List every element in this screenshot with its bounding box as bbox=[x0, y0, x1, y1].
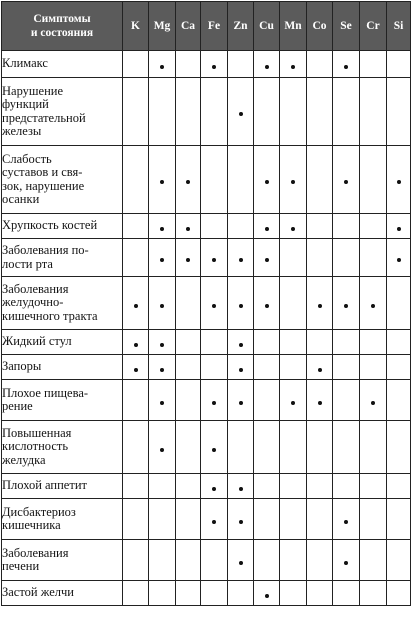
element-cell-k bbox=[123, 474, 149, 499]
element-cell-mn bbox=[280, 239, 307, 277]
presence-dot-icon bbox=[239, 401, 243, 405]
symptom-text-line: Повышенная bbox=[2, 425, 72, 440]
element-cell-cu bbox=[254, 51, 280, 78]
element-cell-mn bbox=[280, 214, 307, 239]
presence-dot-icon bbox=[239, 487, 243, 491]
element-cell-co bbox=[307, 51, 333, 78]
element-cell-co bbox=[307, 214, 333, 239]
presence-dot-icon bbox=[265, 258, 269, 262]
presence-dot-icon bbox=[265, 227, 269, 231]
presence-dot-icon bbox=[265, 180, 269, 184]
element-cell-si bbox=[387, 380, 411, 421]
element-cell-se bbox=[333, 51, 360, 78]
element-cell-se bbox=[333, 277, 360, 330]
element-cell-co bbox=[307, 78, 333, 146]
element-cell-co bbox=[307, 380, 333, 421]
symptom-text-line: лости рта bbox=[2, 256, 53, 271]
presence-dot-icon bbox=[397, 227, 401, 231]
symptom-text-line: рение bbox=[2, 399, 33, 413]
symptom-text-line: желудочно- bbox=[2, 295, 64, 310]
element-cell-cu bbox=[254, 581, 280, 606]
symptom-cell bbox=[2, 78, 123, 146]
table-row bbox=[2, 277, 411, 330]
element-cell-k bbox=[123, 51, 149, 78]
presence-dot-icon bbox=[291, 401, 295, 405]
element-cell-cr bbox=[360, 380, 387, 421]
symptom-text-line: кишечника bbox=[2, 518, 61, 532]
presence-dot-icon bbox=[318, 368, 322, 372]
element-cell-fe bbox=[201, 146, 228, 214]
presence-dot-icon bbox=[212, 258, 216, 262]
element-cell-ca bbox=[176, 499, 201, 540]
table-row bbox=[2, 421, 411, 474]
element-cell-mg bbox=[149, 51, 176, 78]
element-header-k: K bbox=[123, 2, 149, 51]
element-cell-cr bbox=[360, 277, 387, 330]
element-cell-se bbox=[333, 581, 360, 606]
presence-dot-icon bbox=[212, 401, 216, 405]
element-cell-cr bbox=[360, 146, 387, 214]
element-cell-mn bbox=[280, 277, 307, 330]
element-cell-zn bbox=[228, 146, 254, 214]
element-cell-si bbox=[387, 239, 411, 277]
element-cell-fe bbox=[201, 421, 228, 474]
presence-dot-icon bbox=[134, 304, 138, 308]
presence-dot-icon bbox=[344, 180, 348, 184]
element-cell-ca bbox=[176, 78, 201, 146]
element-cell-mg bbox=[149, 330, 176, 355]
element-cell-zn bbox=[228, 78, 254, 146]
presence-dot-icon bbox=[186, 227, 190, 231]
element-cell-se bbox=[333, 474, 360, 499]
element-header-mg: Mg bbox=[149, 2, 176, 51]
element-cell-zn bbox=[228, 474, 254, 499]
symptom-text-line: кислотность bbox=[2, 439, 69, 454]
element-cell-cr bbox=[360, 421, 387, 474]
element-cell-fe bbox=[201, 581, 228, 606]
element-cell-cu bbox=[254, 330, 280, 355]
element-cell-fe bbox=[201, 277, 228, 330]
table-row bbox=[2, 474, 411, 499]
element-cell-si bbox=[387, 581, 411, 606]
table-row bbox=[2, 146, 411, 214]
element-cell-mn bbox=[280, 78, 307, 146]
element-cell-mn bbox=[280, 421, 307, 474]
element-cell-zn bbox=[228, 355, 254, 380]
presence-dot-icon bbox=[397, 180, 401, 184]
element-cell-k bbox=[123, 540, 149, 581]
element-cell-mg bbox=[149, 277, 176, 330]
element-cell-se bbox=[333, 146, 360, 214]
element-cell-ca bbox=[176, 51, 201, 78]
element-cell-mg bbox=[149, 78, 176, 146]
element-cell-ca bbox=[176, 214, 201, 239]
symptom-text-line: Заболевания bbox=[2, 545, 69, 560]
presence-dot-icon bbox=[318, 401, 322, 405]
element-cell-se bbox=[333, 499, 360, 540]
presence-dot-icon bbox=[212, 487, 216, 491]
symptom-text-line: Заболевания по- bbox=[2, 243, 89, 257]
element-cell-si bbox=[387, 355, 411, 380]
table-row bbox=[2, 330, 411, 355]
element-cell-se bbox=[333, 421, 360, 474]
element-cell-si bbox=[387, 499, 411, 540]
symptom-header-line-1: Симптомы bbox=[33, 13, 91, 25]
element-cell-mn bbox=[280, 474, 307, 499]
element-cell-cu bbox=[254, 540, 280, 581]
element-cell-co bbox=[307, 540, 333, 581]
element-cell-ca bbox=[176, 277, 201, 330]
element-cell-co bbox=[307, 330, 333, 355]
table-row bbox=[2, 51, 411, 78]
element-cell-k bbox=[123, 330, 149, 355]
element-cell-si bbox=[387, 51, 411, 78]
element-cell-mn bbox=[280, 499, 307, 540]
element-cell-ca bbox=[176, 146, 201, 214]
element-header-si: Si bbox=[387, 2, 411, 51]
element-cell-si bbox=[387, 474, 411, 499]
element-cell-si bbox=[387, 78, 411, 146]
symptom-text-line: зок, нарушение bbox=[2, 178, 85, 193]
element-cell-se bbox=[333, 214, 360, 239]
presence-dot-icon bbox=[371, 401, 375, 405]
element-cell-ca bbox=[176, 540, 201, 581]
element-cell-k bbox=[123, 355, 149, 380]
symptom-column-header bbox=[2, 2, 123, 51]
presence-dot-icon bbox=[239, 112, 243, 116]
element-cell-fe bbox=[201, 51, 228, 78]
element-cell-ca bbox=[176, 474, 201, 499]
element-cell-co bbox=[307, 421, 333, 474]
element-cell-zn bbox=[228, 51, 254, 78]
presence-dot-icon bbox=[239, 304, 243, 308]
symptom-cell bbox=[2, 239, 123, 277]
presence-dot-icon bbox=[160, 180, 164, 184]
element-cell-zn bbox=[228, 540, 254, 581]
element-cell-ca bbox=[176, 421, 201, 474]
presence-dot-icon bbox=[186, 258, 190, 262]
presence-dot-icon bbox=[212, 520, 216, 524]
presence-dot-icon bbox=[265, 304, 269, 308]
element-cell-mg bbox=[149, 581, 176, 606]
presence-dot-icon bbox=[344, 520, 348, 524]
element-cell-k bbox=[123, 239, 149, 277]
element-cell-mn bbox=[280, 355, 307, 380]
symptom-cell bbox=[2, 499, 123, 540]
element-cell-cu bbox=[254, 474, 280, 499]
table-row bbox=[2, 540, 411, 581]
element-cell-fe bbox=[201, 239, 228, 277]
element-cell-cr bbox=[360, 239, 387, 277]
element-cell-cr bbox=[360, 499, 387, 540]
element-header-cu: Cu bbox=[254, 2, 280, 51]
element-cell-se bbox=[333, 330, 360, 355]
presence-dot-icon bbox=[397, 258, 401, 262]
presence-dot-icon bbox=[291, 65, 295, 69]
element-cell-mg bbox=[149, 239, 176, 277]
element-header-fe: Fe bbox=[201, 2, 228, 51]
symptom-text-line: Плохой аппетит bbox=[2, 478, 87, 493]
presence-dot-icon bbox=[212, 65, 216, 69]
element-cell-zn bbox=[228, 277, 254, 330]
symptom-cell bbox=[2, 355, 123, 380]
element-cell-co bbox=[307, 355, 333, 380]
element-cell-mn bbox=[280, 330, 307, 355]
presence-dot-icon bbox=[239, 368, 243, 372]
element-cell-mg bbox=[149, 355, 176, 380]
element-cell-si bbox=[387, 214, 411, 239]
element-cell-mg bbox=[149, 214, 176, 239]
element-cell-co bbox=[307, 277, 333, 330]
element-cell-zn bbox=[228, 499, 254, 540]
element-cell-mg bbox=[149, 474, 176, 499]
presence-dot-icon bbox=[160, 401, 164, 405]
symptom-text-line: Заболевания bbox=[2, 281, 69, 296]
symptom-header-line-2: и состояния bbox=[30, 27, 94, 39]
symptom-text-line: Жидкий стул bbox=[2, 334, 72, 349]
symptom-cell bbox=[2, 51, 123, 78]
element-cell-se bbox=[333, 380, 360, 421]
element-cell-mg bbox=[149, 499, 176, 540]
presence-dot-icon bbox=[160, 368, 164, 372]
element-cell-k bbox=[123, 214, 149, 239]
symptom-text-line: печени bbox=[2, 559, 40, 573]
element-cell-fe bbox=[201, 474, 228, 499]
element-header-mn: Mn bbox=[280, 2, 307, 51]
element-cell-cu bbox=[254, 421, 280, 474]
element-cell-ca bbox=[176, 330, 201, 355]
element-cell-ca bbox=[176, 239, 201, 277]
element-cell-si bbox=[387, 277, 411, 330]
presence-dot-icon bbox=[239, 520, 243, 524]
symptom-cell bbox=[2, 277, 123, 330]
symptom-cell bbox=[2, 581, 123, 606]
presence-dot-icon bbox=[160, 65, 164, 69]
presence-dot-icon bbox=[265, 65, 269, 69]
element-cell-zn bbox=[228, 421, 254, 474]
element-cell-co bbox=[307, 474, 333, 499]
element-cell-k bbox=[123, 277, 149, 330]
element-cell-cr bbox=[360, 330, 387, 355]
presence-dot-icon bbox=[265, 594, 269, 598]
element-cell-fe bbox=[201, 380, 228, 421]
presence-dot-icon bbox=[186, 180, 190, 184]
element-cell-fe bbox=[201, 355, 228, 380]
table-row bbox=[2, 355, 411, 380]
element-cell-cu bbox=[254, 239, 280, 277]
element-cell-cr bbox=[360, 78, 387, 146]
presence-dot-icon bbox=[160, 227, 164, 231]
symptom-text-line: осанки bbox=[2, 192, 40, 206]
presence-dot-icon bbox=[371, 304, 375, 308]
symptom-cell bbox=[2, 380, 123, 421]
element-cell-se bbox=[333, 540, 360, 581]
element-cell-se bbox=[333, 239, 360, 277]
element-cell-co bbox=[307, 146, 333, 214]
element-cell-co bbox=[307, 581, 333, 606]
presence-dot-icon bbox=[160, 258, 164, 262]
element-cell-cu bbox=[254, 277, 280, 330]
element-cell-k bbox=[123, 581, 149, 606]
table-row bbox=[2, 239, 411, 277]
presence-dot-icon bbox=[239, 258, 243, 262]
element-cell-cr bbox=[360, 540, 387, 581]
element-cell-cr bbox=[360, 355, 387, 380]
element-cell-ca bbox=[176, 581, 201, 606]
symptom-cell bbox=[2, 421, 123, 474]
element-cell-mn bbox=[280, 581, 307, 606]
symptom-element-table bbox=[1, 1, 411, 606]
element-header-ca: Ca bbox=[176, 2, 201, 51]
element-cell-zn bbox=[228, 330, 254, 355]
symptom-text-line: Запоры bbox=[2, 359, 42, 374]
element-cell-ca bbox=[176, 355, 201, 380]
symptom-text-line: Климакс bbox=[2, 56, 48, 71]
element-cell-cr bbox=[360, 581, 387, 606]
element-cell-si bbox=[387, 330, 411, 355]
element-header-zn: Zn bbox=[228, 2, 254, 51]
table-body bbox=[2, 51, 411, 606]
symptom-text-line: функций bbox=[2, 97, 49, 111]
symptom-cell bbox=[2, 214, 123, 239]
presence-dot-icon bbox=[344, 304, 348, 308]
symptom-text-line: предстательной bbox=[2, 110, 86, 125]
element-cell-mg bbox=[149, 146, 176, 214]
table-row bbox=[2, 581, 411, 606]
presence-dot-icon bbox=[239, 343, 243, 347]
element-cell-fe bbox=[201, 78, 228, 146]
presence-dot-icon bbox=[160, 343, 164, 347]
symptom-text-line: Плохое пищева- bbox=[2, 385, 89, 400]
symptom-text-line: железы bbox=[2, 124, 42, 138]
element-cell-zn bbox=[228, 581, 254, 606]
element-header-co: Co bbox=[307, 2, 333, 51]
table-row bbox=[2, 499, 411, 540]
presence-dot-icon bbox=[318, 304, 322, 308]
symptom-text-line: Хрупкость костей bbox=[2, 218, 98, 233]
symptom-text-line: Слабость bbox=[2, 151, 52, 166]
symptom-cell bbox=[2, 330, 123, 355]
presence-dot-icon bbox=[291, 180, 295, 184]
element-cell-cr bbox=[360, 51, 387, 78]
element-cell-mn bbox=[280, 146, 307, 214]
element-cell-mn bbox=[280, 540, 307, 581]
table-row bbox=[2, 78, 411, 146]
presence-dot-icon bbox=[212, 448, 216, 452]
table-row bbox=[2, 214, 411, 239]
symptom-text-line: желудка bbox=[2, 452, 46, 467]
element-cell-zn bbox=[228, 239, 254, 277]
element-cell-zn bbox=[228, 214, 254, 239]
header-row bbox=[2, 2, 411, 51]
element-cell-k bbox=[123, 499, 149, 540]
element-cell-cu bbox=[254, 499, 280, 540]
symptom-text-line: суставов и свя- bbox=[2, 165, 83, 179]
table-row bbox=[2, 380, 411, 421]
symptom-cell bbox=[2, 474, 123, 499]
symptom-text-line: кишечного тракта bbox=[2, 308, 98, 323]
element-cell-si bbox=[387, 540, 411, 581]
element-cell-fe bbox=[201, 499, 228, 540]
presence-dot-icon bbox=[344, 65, 348, 69]
element-cell-cu bbox=[254, 146, 280, 214]
symptom-cell bbox=[2, 146, 123, 214]
element-cell-fe bbox=[201, 214, 228, 239]
element-header-se: Se bbox=[333, 2, 360, 51]
element-cell-mg bbox=[149, 540, 176, 581]
element-cell-ca bbox=[176, 380, 201, 421]
presence-dot-icon bbox=[291, 227, 295, 231]
element-cell-zn bbox=[228, 380, 254, 421]
element-cell-cr bbox=[360, 474, 387, 499]
element-cell-se bbox=[333, 78, 360, 146]
element-cell-si bbox=[387, 146, 411, 214]
symptom-text-line: Дисбактериоз bbox=[2, 504, 76, 519]
presence-dot-icon bbox=[134, 343, 138, 347]
element-cell-cu bbox=[254, 78, 280, 146]
element-cell-cu bbox=[254, 214, 280, 239]
element-cell-mn bbox=[280, 380, 307, 421]
element-cell-cu bbox=[254, 355, 280, 380]
element-cell-se bbox=[333, 355, 360, 380]
element-cell-fe bbox=[201, 330, 228, 355]
element-cell-k bbox=[123, 146, 149, 214]
symptom-cell bbox=[2, 540, 123, 581]
element-cell-mg bbox=[149, 380, 176, 421]
presence-dot-icon bbox=[239, 561, 243, 565]
element-cell-mn bbox=[280, 51, 307, 78]
element-cell-mg bbox=[149, 421, 176, 474]
presence-dot-icon bbox=[212, 304, 216, 308]
presence-dot-icon bbox=[160, 448, 164, 452]
element-cell-cr bbox=[360, 214, 387, 239]
symptom-text-line: Застой желчи bbox=[2, 585, 74, 600]
presence-dot-icon bbox=[344, 561, 348, 565]
element-cell-fe bbox=[201, 540, 228, 581]
symptom-text-line: Нарушение bbox=[2, 83, 64, 98]
element-cell-co bbox=[307, 499, 333, 540]
element-cell-k bbox=[123, 78, 149, 146]
element-cell-k bbox=[123, 380, 149, 421]
element-cell-co bbox=[307, 239, 333, 277]
element-cell-si bbox=[387, 421, 411, 474]
presence-dot-icon bbox=[160, 304, 164, 308]
element-cell-k bbox=[123, 421, 149, 474]
element-header-cr: Cr bbox=[360, 2, 387, 51]
presence-dot-icon bbox=[134, 368, 138, 372]
element-cell-cu bbox=[254, 380, 280, 421]
